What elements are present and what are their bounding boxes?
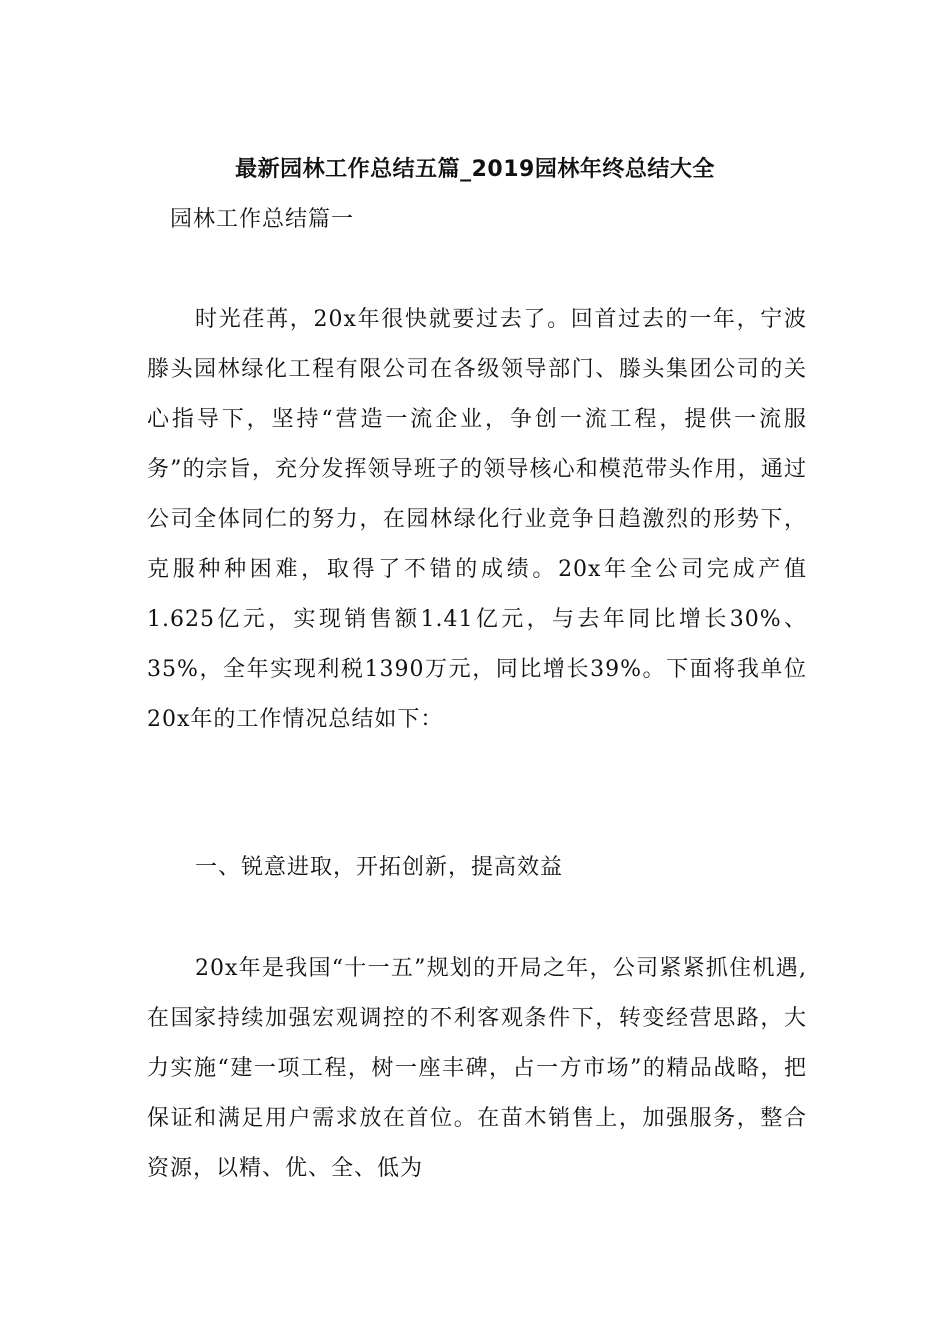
body-paragraph-2: 20x年是我国“十一五”规划的开局之年，公司紧紧抓住机遇,在国家持续加强宏观调控的不利客观条件下，转变经营思路，大力实施“建一项工程，树一座丰碑，占一方市场”的精品战略，把保证和满足用户需求放在首位。在苗木销售上，加强服务，整合资源，以精、优、全、低为 (147, 956, 807, 1181)
body-paragraph-1: 时光荏苒，20x年很快就要过去了。回首过去的一年，宁波滕头园林绿化工程有限公司在各级领导部门、滕头集团公司的关心指导下，坚持“营造一流企业，争创一流工程，提供一流服务”的宗旨，充分发挥领导班子的领导核心和模范带头作用，通过公司全体同仁的努力，在园林绿化行业竞争日趋激烈的形势下，克服种种困难，取得了不错的成绩。20x年全公司完成产值1.625亿元，实现销售额1.41亿元，与去年同比增长30%、35%，全年实现利税1390万元，同比增长39%。下面将我单位20x年的工作情况总结如下： (147, 307, 807, 732)
section-subheading: 园林工作总结篇一 (170, 207, 355, 232)
document-title: 最新园林工作总结五篇_2019园林年终总结大全 (235, 157, 715, 182)
section-heading-1: 一、锐意进取，开拓创新，提高效益 (195, 855, 564, 880)
